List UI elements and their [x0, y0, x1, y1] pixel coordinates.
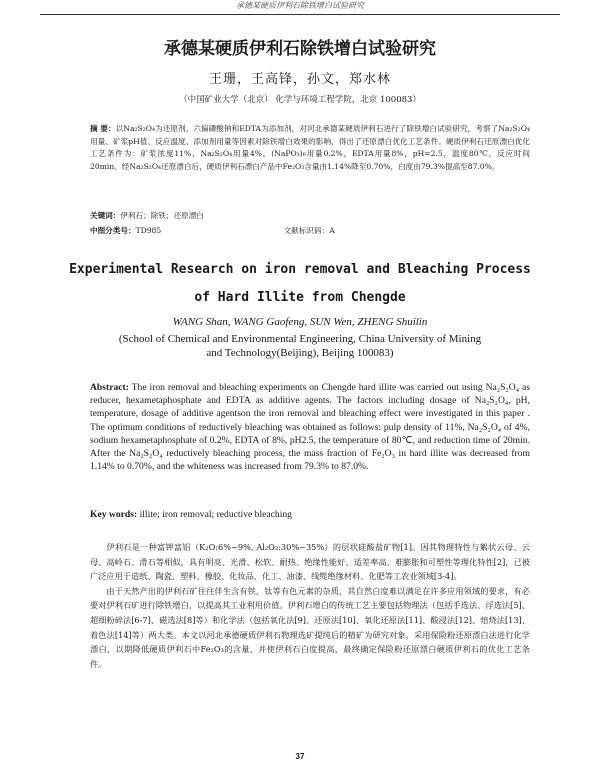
en-abstract-text: The iron removal and bleaching experiments on Chengde hard illite was carried out using Na₂S₂O₄ as reducer, hexametaphosphate and EDTA as additive agents. The factors including dosage of Na₂S₂O₄, pH, temperature, dosage of additive agentson the iron removal and bleaching effect were investigated in this paper . The optimum conditions of reductively bleaching was obtained as follows: pulp density of 11%, Na₂S₂O₄ of 4%, sodium hexametaphosphate of 0.2%, EDTA of 8%, pH2.5, the temperature of 80℃, and reduction time of 20min. After the Na₂S₂O₄ reductively bleaching process, the mass fraction of Fe₂O₃ in hard illite was decreased from 1.14% to 0.70%, and the whiteness was increased from 79.3% to 87.0%.: [90, 382, 530, 473]
cn-keywords-label: 关键词：: [90, 211, 121, 220]
en-authors: WANG Shan, WANG Gaofeng, SUN Wen, ZHENG Shuilin: [172, 316, 428, 328]
cn-keywords-text: 伊利石；除铁；还原漂白: [120, 211, 204, 220]
cn-abstract-text: 以Na₂S₂O₄为还原剂，六偏磷酸钠和EDTA为添加剂，对河北承德某硬质伊利石进行了除铁增白试验研究，考察了Na₂S₂O₄用量、矿浆pH值、反应温度、添加剂用量等因素对除铁增白效果的影响，得出了还原漂白优化工艺条件。硬质伊利石还原漂白优化工艺条件为：矿浆浓度11%，Na₂S₂O₄用量4%，(NaPO₃)₆用量0.2%，EDTA用量8%，pH=2.5，温度80℃，反应时间20min。经Na₂S₂O₄还原漂白后，硬质伊利石漂白产品中Fe₂O₃含量由1.14%降至0.70%，白度由79.3%提高至87.0%。: [90, 124, 530, 171]
en-title-line2: of Hard Illite from Chengde: [194, 290, 406, 305]
page-number: 37: [295, 752, 305, 761]
body-paragraph-2: 由于天然产出的伊利石矿往往伴生含有铁、钛等有色元素的杂质，其自然白度难以满足在许多应用领域的要求，有必要对伊利石矿进行除铁增白，以提高其工业利用价值。伊利石增白的传统工艺主要包括物理法（包括手选法、浮选法[5]、超细粉碎法[6-7]、磁选法[8]等）和化学法（包括氧化法[9]、还原法[10]、氧化还原法[11]、酸浸法[12]、焙烧法[13]、着色法[14]等）两大类。本文以河北承德硬质伊利石物理选矿提纯后的精矿为研究对象，采用保险粉还原漂白法进行化学漂白，以期降低硬质伊利石中Fe₂O₃的含量，并使伊利石白度提高，最终确定保险粉还原漂白硬质伊利石的优化工艺条件。: [90, 585, 530, 669]
body-paragraph-1: 伊利石是一种富钾富铝（K₂O:6%~9%, Al₂O₃:30%~35%）的层状硅酸盐矿物[1]。因其物理特性与絮状云母、云母、高岭石、滑石等相似，具有明亮、光滑、松软、耐热、绝缘性能好、适差率高、难膨胀和可塑性等理化特性[2]，已被广泛应用于造纸、陶瓷、塑料、橡胶、化妆品、化工、油漆、线缆绝缘材料、化肥等工农业领域[3-4]。: [90, 542, 530, 582]
cn-doc-code: A: [329, 226, 335, 235]
en-keywords: [90, 509, 530, 520]
cn-affiliation: （中国矿业大学（北京） 化学与环境工程学院，北京 100083）: [179, 95, 421, 105]
cn-class-no: TD985: [135, 226, 162, 235]
en-abstract-label: Abstract:: [90, 382, 129, 393]
en-abstract: [90, 381, 530, 473]
cn-keywords: [90, 210, 530, 221]
en-keywords-label: Key words:: [90, 509, 138, 520]
en-keywords-text: illite; iron removal; reductive bleaching: [139, 509, 292, 520]
cn-abstract: [90, 123, 530, 173]
cn-class-label: 中图分类号：: [90, 226, 136, 235]
cn-classification: [90, 225, 530, 236]
running-header: 承德某硬质伊利石除铁增白试验研究: [40, 0, 560, 15]
cn-authors: 王珊，王高锋，孙文，郑水林: [208, 72, 391, 87]
cn-abstract-label: 摘 要：: [90, 124, 116, 133]
en-affiliation: (School of Chemical and Environmental Engineering, China University of Mining and Technology(Beijing), Beijing 100083): [118, 333, 482, 359]
en-title-line1: Experimental Research on iron removal and Bleaching Process: [69, 262, 531, 277]
body-text: [90, 540, 530, 671]
cn-doc-label: 文献标识码：: [283, 226, 330, 235]
cn-title: 承德某硬质伊利石除铁增白试验研究: [164, 39, 436, 59]
